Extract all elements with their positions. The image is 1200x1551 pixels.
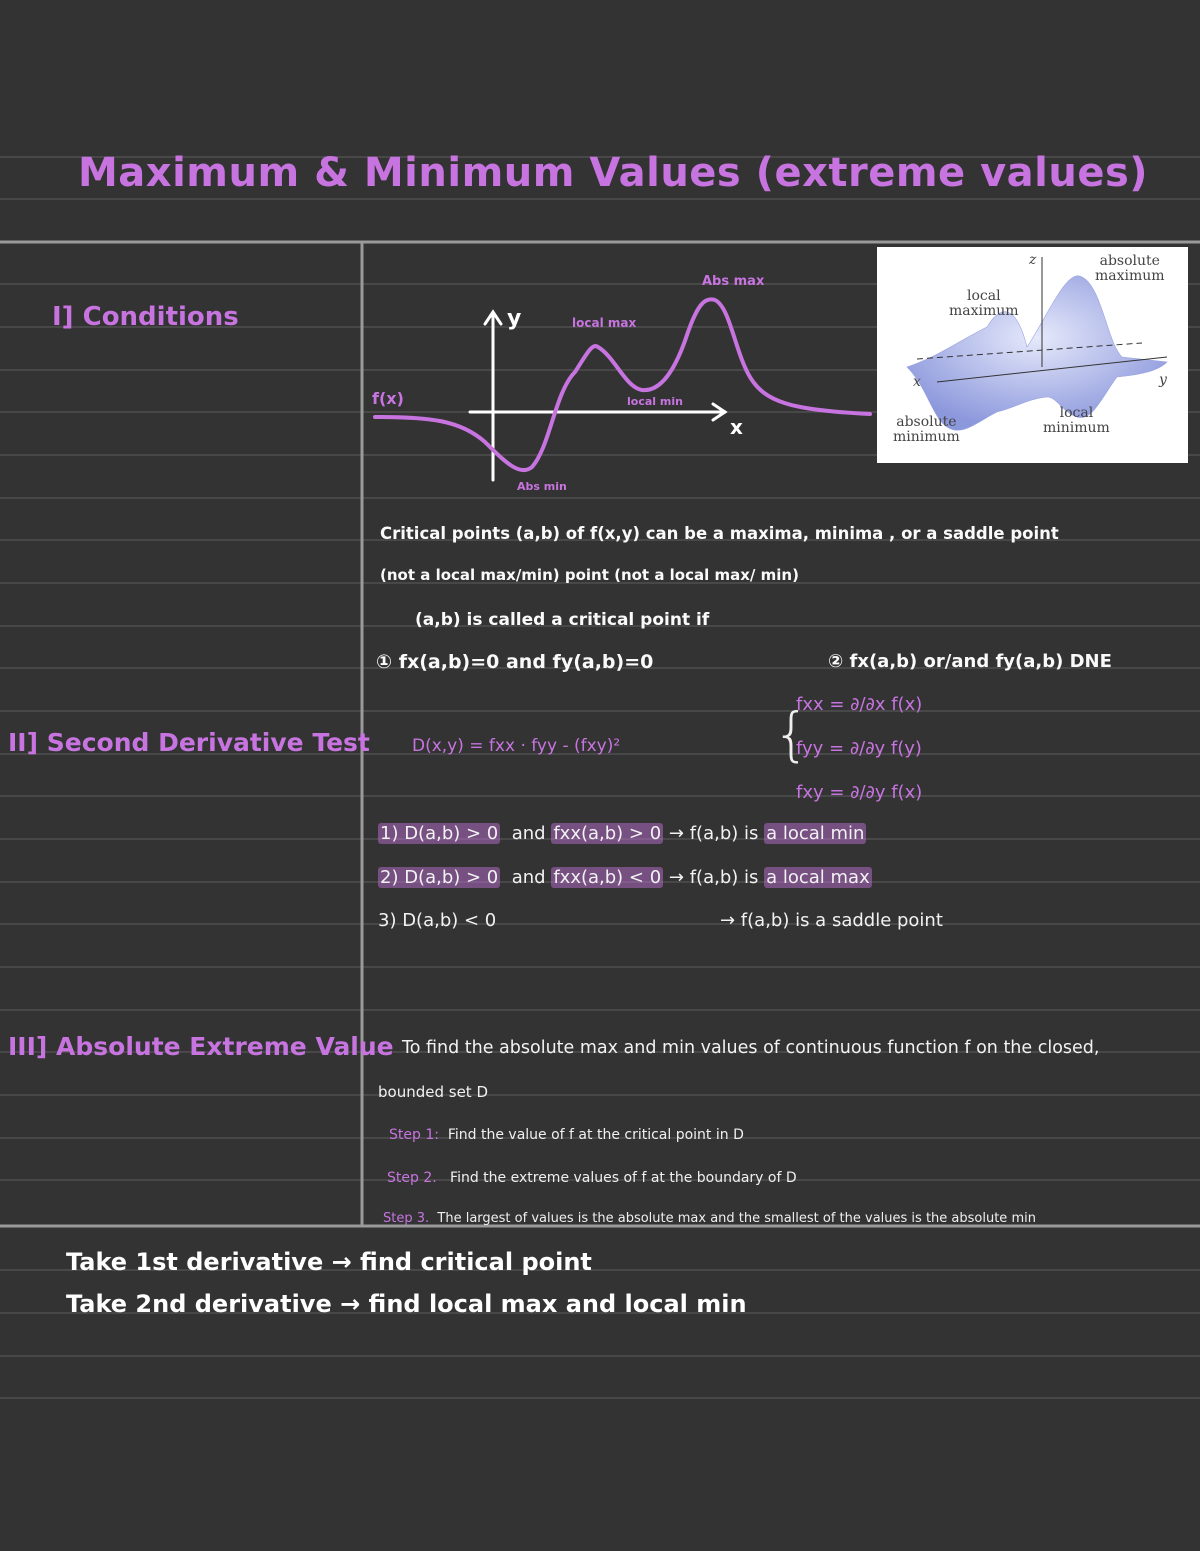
note-called-critical: (a,b) is called a critical point if <box>415 610 710 630</box>
step-1: Step 1: Find the value of f at the critical point in D <box>389 1127 744 1143</box>
label-local-maximum: local maximum <box>949 288 1019 319</box>
page-title: Maximum & Minimum Values (extreme values) <box>78 150 1149 196</box>
label-absolute-minimum: absolute minimum <box>893 414 960 445</box>
d-formula: D(x,y) = fxx · fyy - (fxy)² <box>412 736 621 756</box>
function-sketch <box>370 262 875 497</box>
condition-1: ① fx(a,b)=0 and fy(a,b)=0 <box>376 651 654 673</box>
step-3: Step 3. The largest of values is the absolute max and the smallest of the values is the absolute min <box>383 1211 1036 1226</box>
sketch-label-x: x <box>730 415 743 439</box>
section-conditions: I] Conditions <box>52 302 239 332</box>
label-local-minimum: local minimum <box>1043 405 1110 436</box>
section-second-derivative-test: II] Second Derivative Test <box>8 728 370 757</box>
sketch-label-abs-min: Abs min <box>517 480 567 493</box>
rule-2: 2) D(a,b) > 0 and fxx(a,b) < 0 → f(a,b) is a local max <box>380 867 870 888</box>
fyy-definition: fyy = ∂/∂y f(y) <box>796 738 922 759</box>
section-absolute-extreme-value: III] Absolute Extreme Value <box>8 1032 394 1061</box>
fxy-definition: fxy = ∂/∂y f(x) <box>796 782 923 803</box>
note-critical-points: Critical points (a,b) of f(x,y) can be a maxima, minima , or a saddle point <box>380 524 1059 543</box>
step-2: Step 2. Find the extreme values of f at the boundary of D <box>387 1170 797 1186</box>
note-not-local: (not a local max/min) point (not a local max/ min) <box>380 566 799 584</box>
axis-label-z: z <box>1029 252 1037 268</box>
sketch-label-local-min: local min <box>627 395 683 408</box>
axis-label-y: y <box>1159 372 1167 388</box>
rule-1: 1) D(a,b) > 0 and fxx(a,b) > 0 → f(a,b) is a local min <box>380 823 865 844</box>
sketch-label-y: y <box>507 306 522 331</box>
sketch-label-fx: f(x) <box>372 389 404 408</box>
summary-second-derivative: Take 2nd derivative → find local max and local min <box>66 1290 747 1318</box>
sketch-label-local-max: local max <box>572 316 637 330</box>
brace: { <box>773 700 810 768</box>
rule-3-result: → f(a,b) is a saddle point <box>720 910 943 931</box>
fxx-definition: fxx = ∂/∂x f(x) <box>796 694 923 715</box>
summary-first-derivative: Take 1st derivative → find critical point <box>66 1248 592 1276</box>
surface-figure <box>877 247 1188 463</box>
abs-intro: To find the absolute max and min values of continuous function f on the closed, <box>402 1038 1100 1058</box>
abs-intro-cont: bounded set D <box>378 1083 488 1101</box>
rule-3: 3) D(a,b) < 0 <box>378 910 497 931</box>
axis-label-x: x <box>913 374 921 390</box>
sketch-label-abs-max: Abs max <box>702 274 765 289</box>
label-absolute-maximum: absolute maximum <box>1095 253 1165 284</box>
condition-2: ② fx(a,b) or/and fy(a,b) DNE <box>828 651 1112 672</box>
